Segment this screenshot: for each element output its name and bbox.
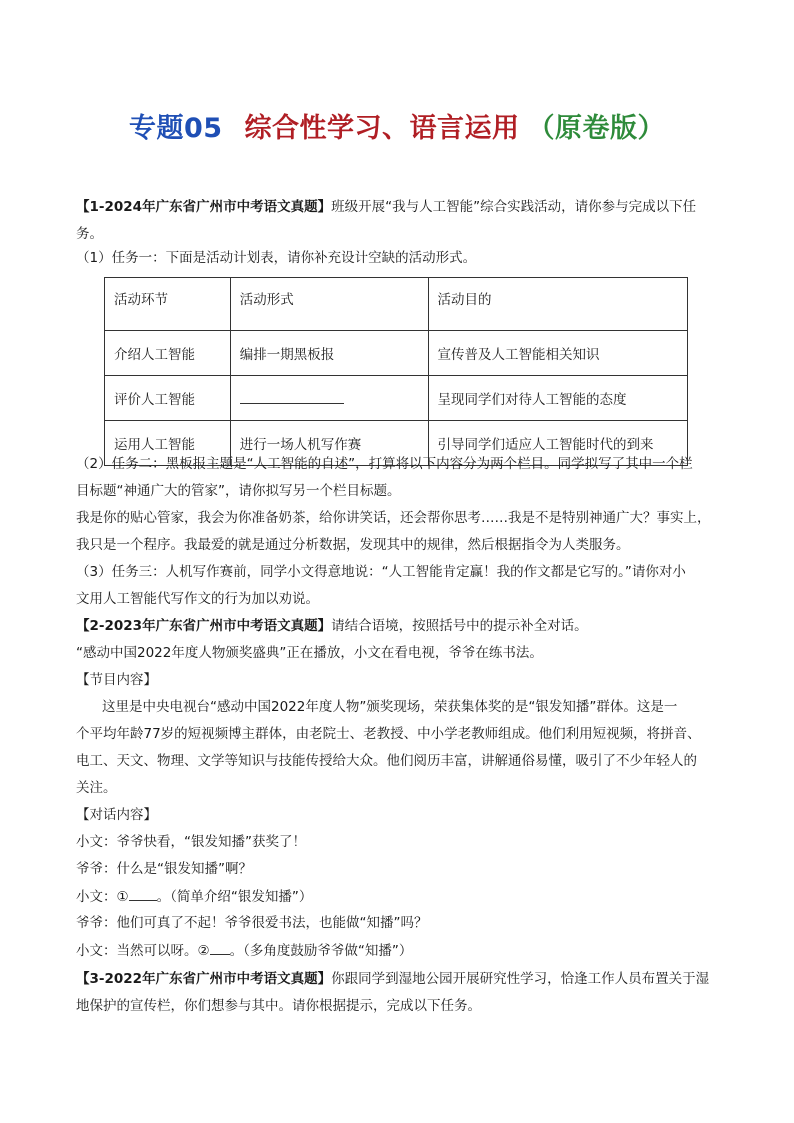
table-cell-blank bbox=[230, 376, 428, 421]
q1-task3-line-2: 文用人工智能代写作文的行为加以劝说。 bbox=[76, 591, 319, 607]
q2-source: 【2-2023年广东省广州市中考语文真题】 bbox=[76, 618, 332, 634]
q2-para-line-1: 这里是中央电视台“感动中国2022年度人物”颁奖现场，荣获集体奖的是“银发知播”群体。这是一 bbox=[102, 699, 678, 715]
answer-blank bbox=[240, 389, 344, 404]
q1-task3-line-1: （3）任务三：人机写作赛前，同学小文得意地说：“人工智能肯定赢！我的作文都是它写的。”请你对小 bbox=[76, 564, 686, 580]
q1-intro-line-1 bbox=[76, 197, 726, 217]
q3-source: 【3-2022年广东省广州市中考语文真题】 bbox=[76, 971, 332, 987]
q3-intro-line-1 bbox=[76, 969, 726, 989]
q2-dialogue-2: 爷爷：什么是“银发知播”啊？ bbox=[76, 861, 252, 877]
table-cell: 呈现同学们对待人工智能的态度 bbox=[428, 376, 687, 421]
q2-intro bbox=[76, 616, 726, 636]
q3-intro-line-2: 地保护的宣传栏，你们想参与其中。请你根据提示，完成以下任务。 bbox=[76, 998, 481, 1014]
activity-plan-table bbox=[104, 277, 688, 466]
table-header-cell: 活动目的 bbox=[428, 278, 687, 331]
table-cell: 运用人工智能 bbox=[105, 421, 231, 466]
title-topic-name: 综合性学习、语言运用 bbox=[244, 113, 520, 144]
table-header-row bbox=[105, 278, 688, 331]
page-title bbox=[0, 106, 794, 145]
q2-scene: “感动中国2022年度人物颁奖盛典”正在播放，小文在看电视，爷爷在练书法。 bbox=[76, 645, 543, 661]
q2-dialogue-3-post: 。（简单介绍“银发知播”） bbox=[156, 889, 313, 905]
answer-blank-2 bbox=[210, 940, 230, 955]
table-header-cell: 活动形式 bbox=[230, 278, 428, 331]
table-cell: 编排一期黑板报 bbox=[230, 331, 428, 376]
q2-dialogue-1: 小文：爷爷快看，“银发知播”获奖了！ bbox=[76, 834, 306, 850]
q2-dialogue-3 bbox=[76, 886, 726, 907]
q1-source: 【1-2024年广东省广州市中考语文真题】 bbox=[76, 199, 332, 215]
q2-dialogue-5 bbox=[76, 940, 726, 961]
answer-blank-1 bbox=[129, 886, 157, 901]
table-row bbox=[105, 331, 688, 376]
q2-dialogue-4: 爷爷：他们可真了不起！爷爷很爱书法，也能做“知播”吗？ bbox=[76, 915, 428, 931]
q1-intro-line-2: 务。 bbox=[76, 226, 103, 242]
q2-para-line-4: 关注。 bbox=[76, 780, 117, 796]
q1-task1-text: （1）任务一：下面是活动计划表，请你补充设计空缺的活动形式。 bbox=[76, 250, 477, 266]
q2-dialogue-5-pre: 小文：当然可以呀。② bbox=[76, 943, 210, 959]
q2-para-line-3: 电工、天文、物理、文学等知识与技能传授给大众。他们阅历丰富，讲解通俗易懂，吸引了不少年轻人的 bbox=[76, 753, 697, 769]
q3-intro-a: 你跟同学到湿地公园开展研究性学习，恰逢工作人员布置关于湿 bbox=[331, 971, 710, 987]
q2-dialogue-5-post: 。（多角度鼓励爷爷做“知播”） bbox=[229, 943, 413, 959]
q2-para-line-2: 个平均年龄77岁的短视频博主群体，由老院士、老教授、中小学老教师组成。他们利用短视频，将拼音、 bbox=[76, 726, 701, 742]
table-row bbox=[105, 376, 688, 421]
q1-task2-line-1: （2）任务二：黑板报主题是“人工智能的自述”，打算将以下内容分为两个栏目。同学拟写了其中一个栏 bbox=[76, 456, 693, 472]
q2-section-program: 【节目内容】 bbox=[76, 672, 157, 688]
q1-passage-line-2: 我只是一个程序。我最爱的就是通过分析数据，发现其中的规律，然后根据指令为人类服务。 bbox=[76, 537, 630, 553]
table-cell: 介绍人工智能 bbox=[105, 331, 231, 376]
q2-dialogue-3-pre: 小文：① bbox=[76, 889, 129, 905]
q1-task2-line-2: 目标题“神通广大的管家”，请你拟写另一个栏目标题。 bbox=[76, 483, 401, 499]
table-cell: 宣传普及人工智能相关知识 bbox=[428, 331, 687, 376]
table-header-cell: 活动环节 bbox=[105, 278, 231, 331]
table-cell: 进行一场人机写作赛 bbox=[230, 421, 428, 466]
q2-intro-text: 请结合语境，按照括号中的提示补全对话。 bbox=[331, 618, 588, 634]
table-cell: 评价人工智能 bbox=[105, 376, 231, 421]
q1-intro-a: 班级开展“我与人工智能”综合实践活动，请你参与完成以下任 bbox=[331, 199, 697, 215]
title-topic-number: 专题05 bbox=[128, 113, 223, 144]
q1-passage-line-1: 我是你的贴心管家，我会为你准备奶茶，给你讲笑话，还会帮你思考……我是不是特别神通广大？事实上， bbox=[76, 510, 711, 526]
table-cell: 引导同学们适应人工智能时代的到来 bbox=[428, 421, 687, 466]
q2-section-dialogue: 【对话内容】 bbox=[76, 807, 157, 823]
title-edition: （原卷版） bbox=[527, 113, 666, 144]
